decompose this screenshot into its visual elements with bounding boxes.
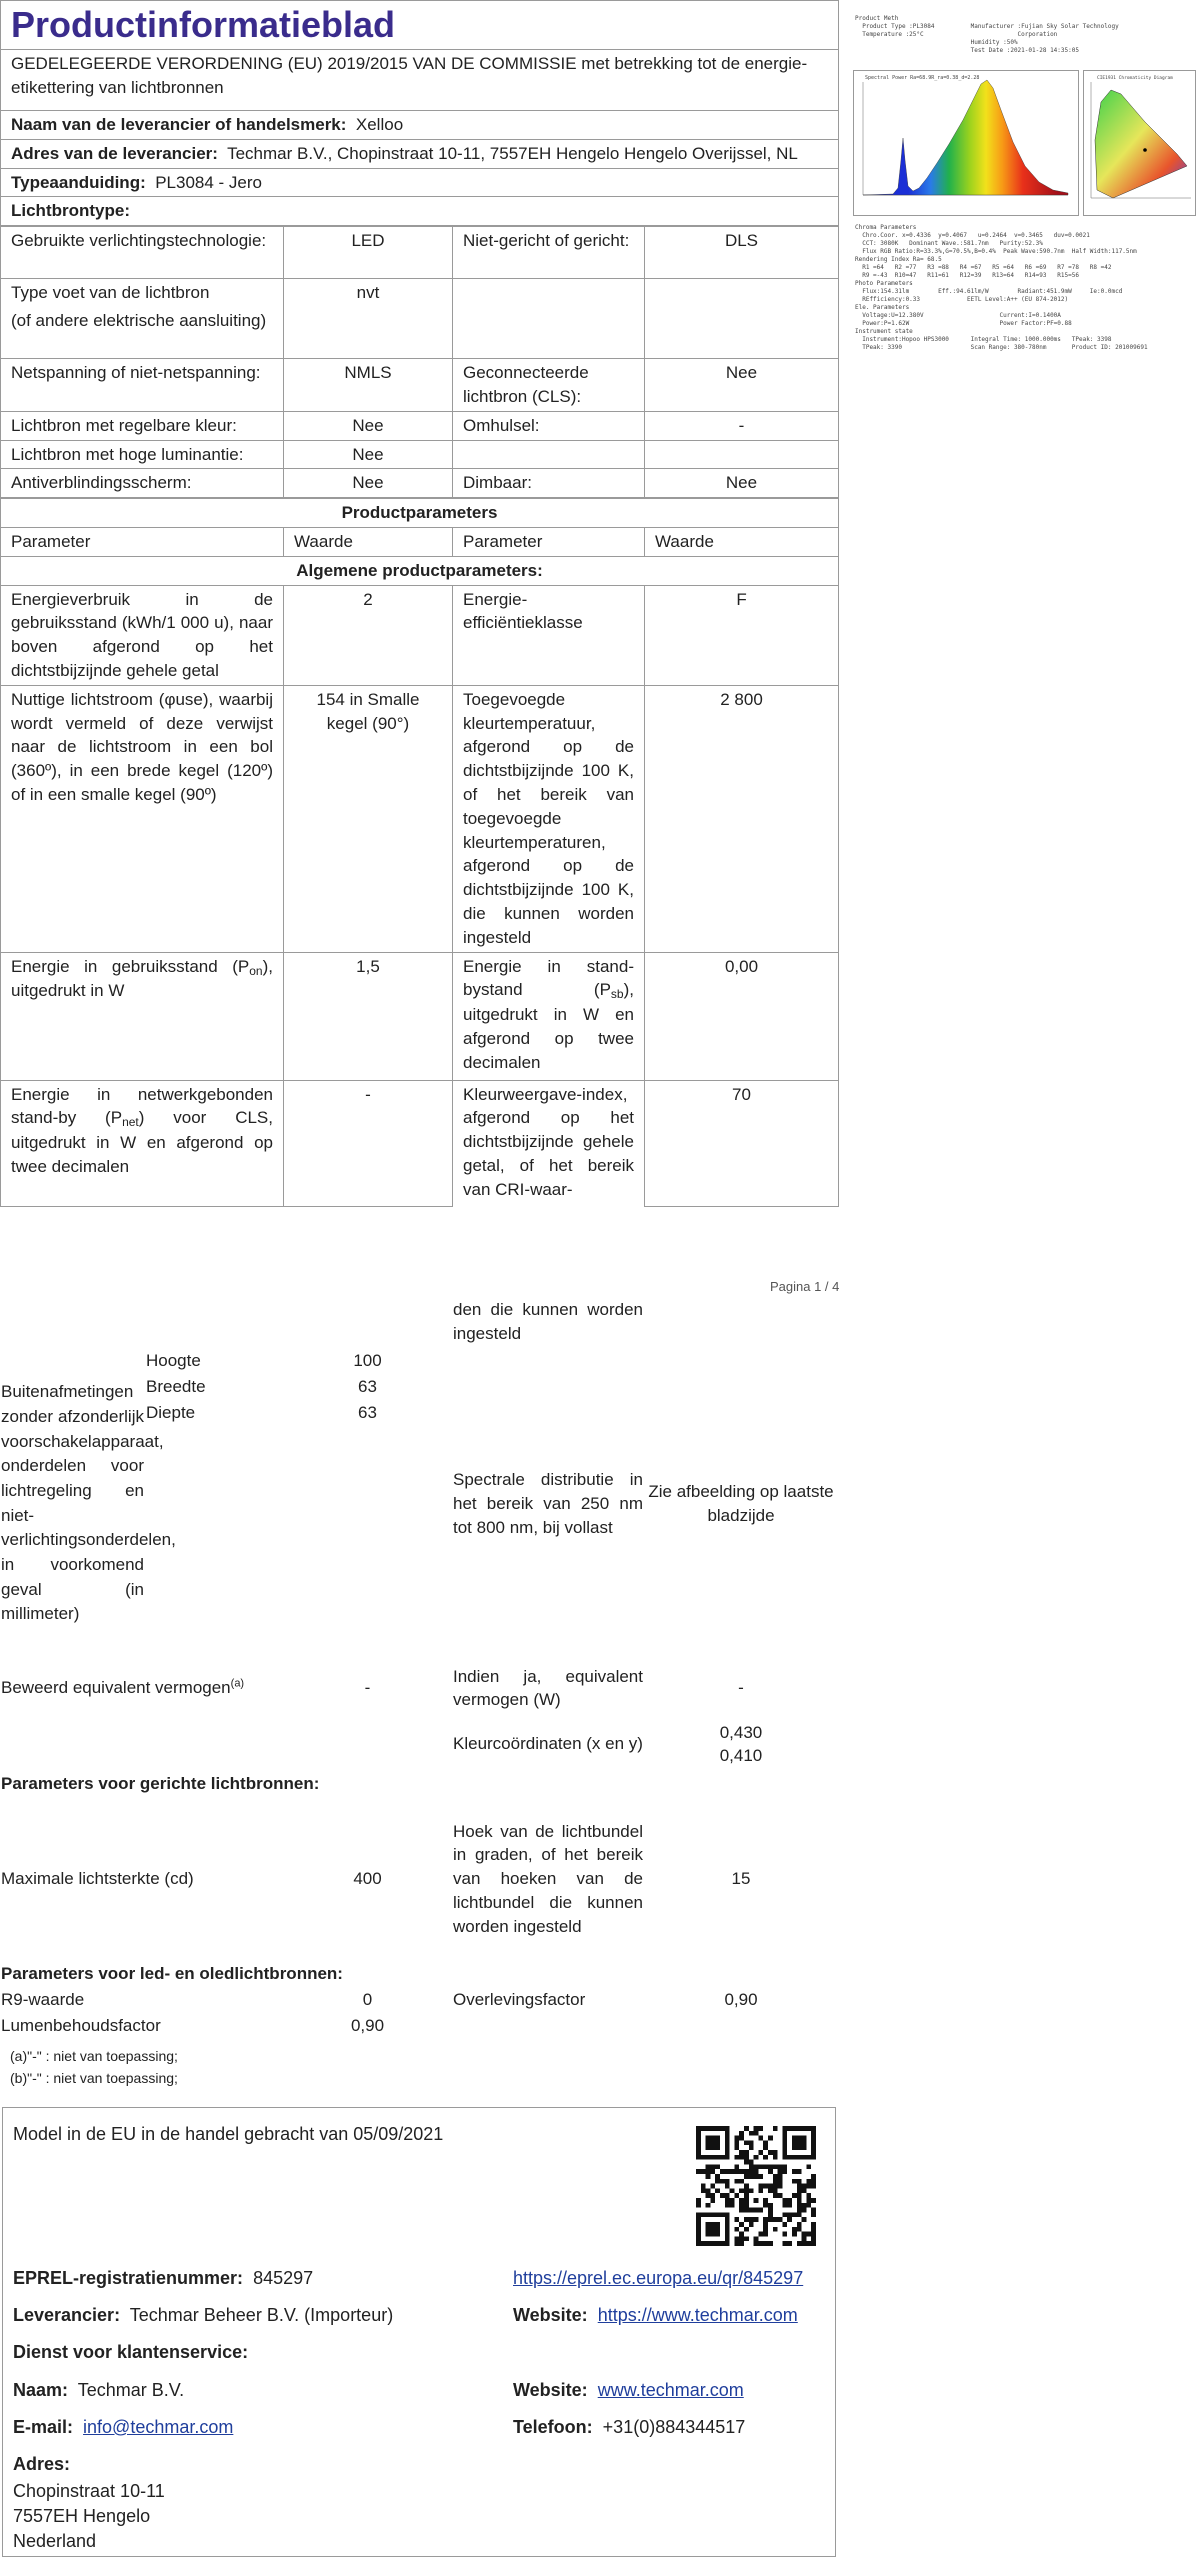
cie-chromaticity-figure bbox=[1083, 70, 1196, 216]
beam-angle-label: Hoek van de lichtbundel in graden, of het bereik van hoeken van de lichtbundel die kunnen worden ingesteld bbox=[453, 1821, 643, 1936]
r9-value: 0 bbox=[362, 1989, 373, 2009]
standby-power-label bbox=[453, 952, 645, 1080]
color-temperature-label: Toegevoegde kleurtemperatuur, afgerond op de dichtstbijzijnde 100 K, of het bereik van toegevoegde kleurtemperaturen, afgerond op de dichtstbijzijnde 100 K, die kunnen worden ingesteld bbox=[453, 685, 645, 952]
footnote: (a)"-" : niet van toepassing; bbox=[10, 2047, 178, 2064]
qr-code-icon[interactable] bbox=[696, 2126, 816, 2246]
report-line: Product Type :PL3084 Manufacturer :Fujian Sky Solar Technology bbox=[855, 23, 1119, 30]
empty-cell bbox=[452, 2013, 644, 2039]
type-value: Nee bbox=[284, 411, 453, 440]
service-name-label: Naam: bbox=[13, 2380, 69, 2400]
type-param bbox=[1, 279, 284, 359]
phone-label: Telefoon: bbox=[513, 2417, 593, 2437]
spectrum-title: Spectral Power Ra=68.9R_ra=0.38_d=2.28 bbox=[865, 75, 980, 81]
supplier-name-label: Naam van de leverancier of handelsmerk: bbox=[11, 115, 347, 134]
product-information-sheet bbox=[0, 0, 839, 1207]
report-line: Temperature :25°C Corporation bbox=[855, 31, 1058, 38]
market-date-text: Model in de EU in de handel gebracht van 05/09/2021 bbox=[13, 2124, 444, 2144]
lumen-maintenance-label: Lumenbehoudsfactor bbox=[1, 2015, 161, 2035]
cie-title: CIE1931 Chromaticity Diagram bbox=[1097, 76, 1173, 81]
luminous-flux-label: Nuttige lichtstroom (φuse), waarbij wordt vermeld of deze verwijst naar de lichtstroom in een bol (360º), in een brede kegel (120º) of in een smalle kegel (90º) bbox=[1, 685, 284, 952]
type-param-line: (of andere elektrische aansluiting) bbox=[11, 310, 267, 330]
empty-cell bbox=[0, 1296, 283, 1348]
cri-value: 70 bbox=[645, 1080, 839, 1206]
report-line: R1 =64 R2 =77 R3 =88 R4 =67 R5 =64 R6 =69 R7 =78 R8 =42 bbox=[855, 264, 1112, 271]
report-line: Instrument:Hopoo HPS3000 Integral Time: 1000.000ms TPeak: 3398 bbox=[855, 336, 1112, 343]
type-value bbox=[645, 440, 839, 469]
model-row bbox=[1, 168, 839, 197]
led-heading: Parameters voor led- en oledlichtbronnen: bbox=[1, 1964, 343, 1984]
supplier-value: Techmar Beheer B.V. (Importeur) bbox=[129, 2305, 394, 2325]
report-line: Flux RGB Ratio:R=33.3%,G=70.5%,B=0.4% Peak Wave:590.7nm Half Width:117.5nm bbox=[855, 248, 1137, 255]
label-part: ), uitgedrukt in W bbox=[11, 956, 273, 1001]
footnotes bbox=[0, 2045, 839, 2089]
type-value: Nee bbox=[645, 469, 839, 498]
dimension-name: Hoogte bbox=[146, 1351, 201, 1370]
cri-label: Kleurweergave-index, afgerond op het dichtstbijzijnde gehele getal, of het bereik van CRI-waar- bbox=[453, 1080, 645, 1206]
website-link[interactable]: https://www.techmar.com bbox=[597, 2305, 798, 2325]
header-table bbox=[0, 0, 839, 226]
energy-class-label: Energie-efficiëntieklasse bbox=[453, 585, 645, 685]
chromaticity-label: Kleurcoördinaten (x en y) bbox=[453, 1734, 643, 1754]
type-table bbox=[0, 226, 839, 498]
phone-value: +31(0)884344517 bbox=[602, 2417, 746, 2437]
luminous-flux-value: 154 in Smalle kegel (90°) bbox=[284, 685, 453, 952]
luminous-intensity-value: 400 bbox=[353, 1869, 382, 1889]
measurement-report bbox=[855, 15, 1195, 55]
type-value: nvt bbox=[284, 279, 453, 359]
label-part: Energie in gebruiksstand (P bbox=[11, 956, 250, 976]
service-website-row bbox=[513, 2380, 744, 2401]
report-line: Test Date :2021-01-28 14:35:05 bbox=[855, 47, 1079, 54]
label-superscript: (a) bbox=[230, 1677, 245, 1690]
label-part: Beweerd equivalent vermogen bbox=[1, 1678, 231, 1698]
type-value: Nee bbox=[645, 359, 839, 412]
empty-cell bbox=[283, 1717, 452, 1771]
type-param: Niet-gericht of gericht: bbox=[453, 227, 645, 279]
phone-row bbox=[513, 2417, 745, 2438]
type-param: Dimbaar: bbox=[453, 469, 645, 498]
report-line: Photo Parameters bbox=[855, 280, 913, 287]
r9-label: R9-waarde bbox=[1, 1989, 85, 2009]
dimension-value: 63 bbox=[358, 1402, 377, 1422]
claimed-power-value: - bbox=[364, 1678, 371, 1698]
type-param: Gebruikte verlichtingstechnologie: bbox=[1, 227, 284, 279]
footnote: (b)"-" : niet van toepassing; bbox=[10, 2069, 178, 2086]
equivalent-power-value: - bbox=[738, 1678, 744, 1698]
report-line: Humidity :50% bbox=[855, 39, 1018, 46]
supplier-address-row bbox=[1, 139, 839, 168]
cri-label-continued: den die kunnen worden ingesteld bbox=[453, 1299, 643, 1343]
type-param-line: Type voet van de lichtbron bbox=[11, 283, 210, 303]
type-value: - bbox=[645, 411, 839, 440]
type-param: Antiverblindingsscherm: bbox=[1, 469, 284, 498]
parameters-table-continued bbox=[0, 1296, 838, 2039]
type-value: LED bbox=[284, 227, 453, 279]
energy-consumption-label: Energieverbruik in de gebruiksstand (kWh/1 000 u), naar boven afgerond op het dichtstbijzijnde gehele getal bbox=[1, 585, 284, 685]
color-temperature-value: 2 800 bbox=[645, 685, 839, 952]
dimensions-label: Buitenafmetingen zonder afzonderlijk voorschakelapparaat, onderdelen voor lichtregeling en niet-verlichtingsonderdelen, in voorkomend geval (in millimeter) bbox=[1, 1382, 176, 1624]
luminous-intensity-label: Maximale lichtsterkte (cd) bbox=[1, 1869, 194, 1889]
type-param: Netspanning of niet-netspanning: bbox=[1, 359, 284, 412]
empty-cell bbox=[283, 1296, 452, 1348]
directional-heading: Parameters voor gerichte lichtbronnen: bbox=[1, 1774, 320, 1794]
column-header: Parameter bbox=[453, 527, 645, 556]
email-label: E-mail: bbox=[13, 2417, 74, 2437]
equivalent-power-label: Indien ja, equivalent vermogen (W) bbox=[453, 1666, 643, 1710]
supplier-address-label: Adres van de leverancier: bbox=[11, 143, 218, 163]
address-label: Adres: bbox=[13, 2454, 71, 2474]
spectral-distribution-label: Spectrale distributie in het bereik van 250 nm tot 800 nm, bij vollast bbox=[453, 1470, 643, 1537]
dimension-name: Diepte bbox=[146, 1402, 196, 1422]
chromaticity-x: 0,430 bbox=[719, 1722, 763, 1742]
empty-cell bbox=[0, 1717, 283, 1771]
type-value: Nee bbox=[284, 440, 453, 469]
on-mode-power-label bbox=[1, 952, 284, 1080]
network-standby-label bbox=[1, 1080, 284, 1206]
report-line: Voltage:U=12.380V Current:I=0.1400A bbox=[855, 312, 1061, 319]
spectral-distribution-figure bbox=[853, 70, 1079, 216]
eprel-label: EPREL-registratienummer: bbox=[13, 2268, 244, 2288]
type-param bbox=[453, 440, 645, 469]
type-param: Geconnecteerde lichtbron (CLS): bbox=[453, 359, 645, 412]
type-param: Omhulsel: bbox=[453, 411, 645, 440]
type-param bbox=[453, 279, 645, 359]
customer-service-heading: Dienst voor klantenservice: bbox=[13, 2342, 249, 2362]
supplier-address-value: Techmar B.V., Chopinstraat 10-11, 7557EH Hengelo Hengelo Overijssel, NL bbox=[227, 143, 798, 163]
lightsource-type-heading: Lichtbrontype: bbox=[1, 197, 839, 226]
address-block bbox=[13, 2479, 165, 2554]
service-name-value: Techmar B.V. bbox=[77, 2380, 185, 2400]
chromaticity-y: 0,410 bbox=[719, 1746, 763, 1766]
dimension-value: 100 bbox=[353, 1351, 382, 1370]
page-title: Productinformatieblad bbox=[1, 1, 839, 50]
report-line: Chroma Parameters bbox=[855, 224, 917, 231]
column-header: Parameter bbox=[1, 527, 284, 556]
standby-power-value: 0,00 bbox=[645, 952, 839, 1080]
model-value: PL3084 - Jero bbox=[155, 172, 262, 192]
chromaticity-point bbox=[1143, 148, 1147, 152]
label-part: ), uitgedrukt in W en afgerond op twee decimalen bbox=[463, 980, 634, 1072]
type-value: DLS bbox=[645, 227, 839, 279]
supplier-name-value: Xelloo bbox=[355, 115, 404, 134]
report-line: Chro.Coor. x=0.4336 y=0.4067 u=0.2464 v=0.3465 duv=0.0021 bbox=[855, 232, 1090, 239]
supplier-row bbox=[13, 2305, 393, 2326]
on-mode-power-value: 1,5 bbox=[284, 952, 453, 1080]
report-line: Flux:154.31lm Eff.:94.61lm/W Radiant:451.9mW Ie:0.0mcd bbox=[855, 288, 1123, 295]
type-param: Lichtbron met regelbare kleur: bbox=[1, 411, 284, 440]
address-line: Nederland bbox=[13, 2531, 97, 2551]
product-parameters-heading: Productparameters bbox=[1, 499, 839, 528]
label-subscript: sb bbox=[610, 987, 624, 1002]
survival-factor-label: Overlevingsfactor bbox=[453, 1989, 586, 2009]
eprel-link-wrap bbox=[513, 2268, 803, 2289]
energy-class-value: F bbox=[645, 585, 839, 685]
email-row bbox=[13, 2417, 233, 2438]
regulation-text: GEDELEGEERDE VERORDENING (EU) 2019/2015 VAN DE COMMISSIE met betrekking tot de energie-etikettering van lichtbronnen bbox=[1, 50, 839, 111]
lumen-maintenance-value: 0,90 bbox=[350, 2015, 385, 2035]
address-line: 7557EH Hengelo bbox=[13, 2506, 151, 2526]
dimension-name: Breedte bbox=[146, 1376, 206, 1396]
type-value: NMLS bbox=[284, 359, 453, 412]
report-line: CCT: 3080K Dominant Wave.:581.7nm Purity:52.3% bbox=[855, 240, 1043, 247]
label-subscript: net bbox=[122, 1115, 139, 1130]
report-line: R9 =-43 R10=47 R11=61 R12=39 R13=64 R14=93 R15=56 bbox=[855, 272, 1079, 279]
report-line: Rendering Index Ra= 68.5 bbox=[855, 256, 942, 263]
empty-cell bbox=[644, 1296, 838, 1348]
network-standby-value: - bbox=[284, 1080, 453, 1206]
model-label: Typeaanduiding: bbox=[11, 172, 146, 192]
label-part: ) voor CLS, uitgedrukt in W en afgerond op twee decimalen bbox=[11, 1108, 273, 1176]
survival-factor-value: 0,90 bbox=[724, 1989, 758, 2009]
report-line: TPeak: 3390 Scan Range: 380-780nm Product ID: 201009691 bbox=[855, 344, 1148, 351]
label-part: Energie in stand-bystand (P bbox=[463, 956, 634, 1000]
type-param: Lichtbron met hoge luminantie: bbox=[1, 440, 284, 469]
report-line: REfficiency:0.33 EETL Level:A++ (EU 874-2012) bbox=[855, 296, 1069, 303]
beam-angle-value: 15 bbox=[731, 1869, 751, 1889]
chromaticity-value bbox=[644, 1717, 838, 1771]
general-parameters-heading: Algemene productparameters: bbox=[1, 556, 839, 585]
claimed-power-label bbox=[0, 1659, 283, 1717]
service-website-label: Website: bbox=[513, 2380, 588, 2400]
page-number: Pagina 1 / 4 bbox=[770, 1279, 840, 1294]
eprel-card bbox=[2, 2107, 836, 2557]
report-line: Power:P=1.62W Power Factor:PF=0.88 bbox=[855, 320, 1072, 327]
report-line: Ele. Parameters bbox=[855, 304, 910, 311]
service-name-row bbox=[13, 2380, 184, 2401]
supplier-label: Leverancier: bbox=[13, 2305, 121, 2325]
eprel-link[interactable]: https://eprel.ec.europa.eu/qr/845297 bbox=[513, 2268, 804, 2288]
column-header: Waarde bbox=[284, 527, 453, 556]
supplier-name-row bbox=[1, 111, 839, 140]
type-value: Nee bbox=[284, 469, 453, 498]
empty-cell bbox=[283, 1425, 452, 1659]
report-line: Instrument state bbox=[855, 328, 913, 335]
label-part: Energie in netwerkgebonden stand-by (P bbox=[11, 1084, 273, 1128]
website-row bbox=[513, 2305, 798, 2326]
service-website-link[interactable]: www.techmar.com bbox=[597, 2380, 744, 2400]
eprel-value: 845297 bbox=[253, 2268, 314, 2288]
label-subscript: on bbox=[249, 963, 263, 978]
eprel-number bbox=[13, 2268, 313, 2289]
energy-consumption-value: 2 bbox=[284, 585, 453, 685]
report-line: Product Meth bbox=[855, 15, 899, 22]
dimension-value: 63 bbox=[358, 1376, 377, 1396]
column-header: Waarde bbox=[645, 527, 839, 556]
address-line: Chopinstraat 10-11 bbox=[13, 2481, 165, 2501]
spectral-distribution-value: Zie afbeelding op laatste bladzijde bbox=[648, 1481, 834, 1525]
email-link[interactable]: info@techmar.com bbox=[83, 2417, 234, 2437]
website-label: Website: bbox=[513, 2305, 588, 2325]
page-two-continuation bbox=[0, 1296, 839, 2089]
measurement-report-details bbox=[855, 224, 1195, 352]
parameters-table bbox=[0, 498, 839, 1206]
empty-cell bbox=[644, 2013, 838, 2039]
type-value bbox=[645, 279, 839, 359]
